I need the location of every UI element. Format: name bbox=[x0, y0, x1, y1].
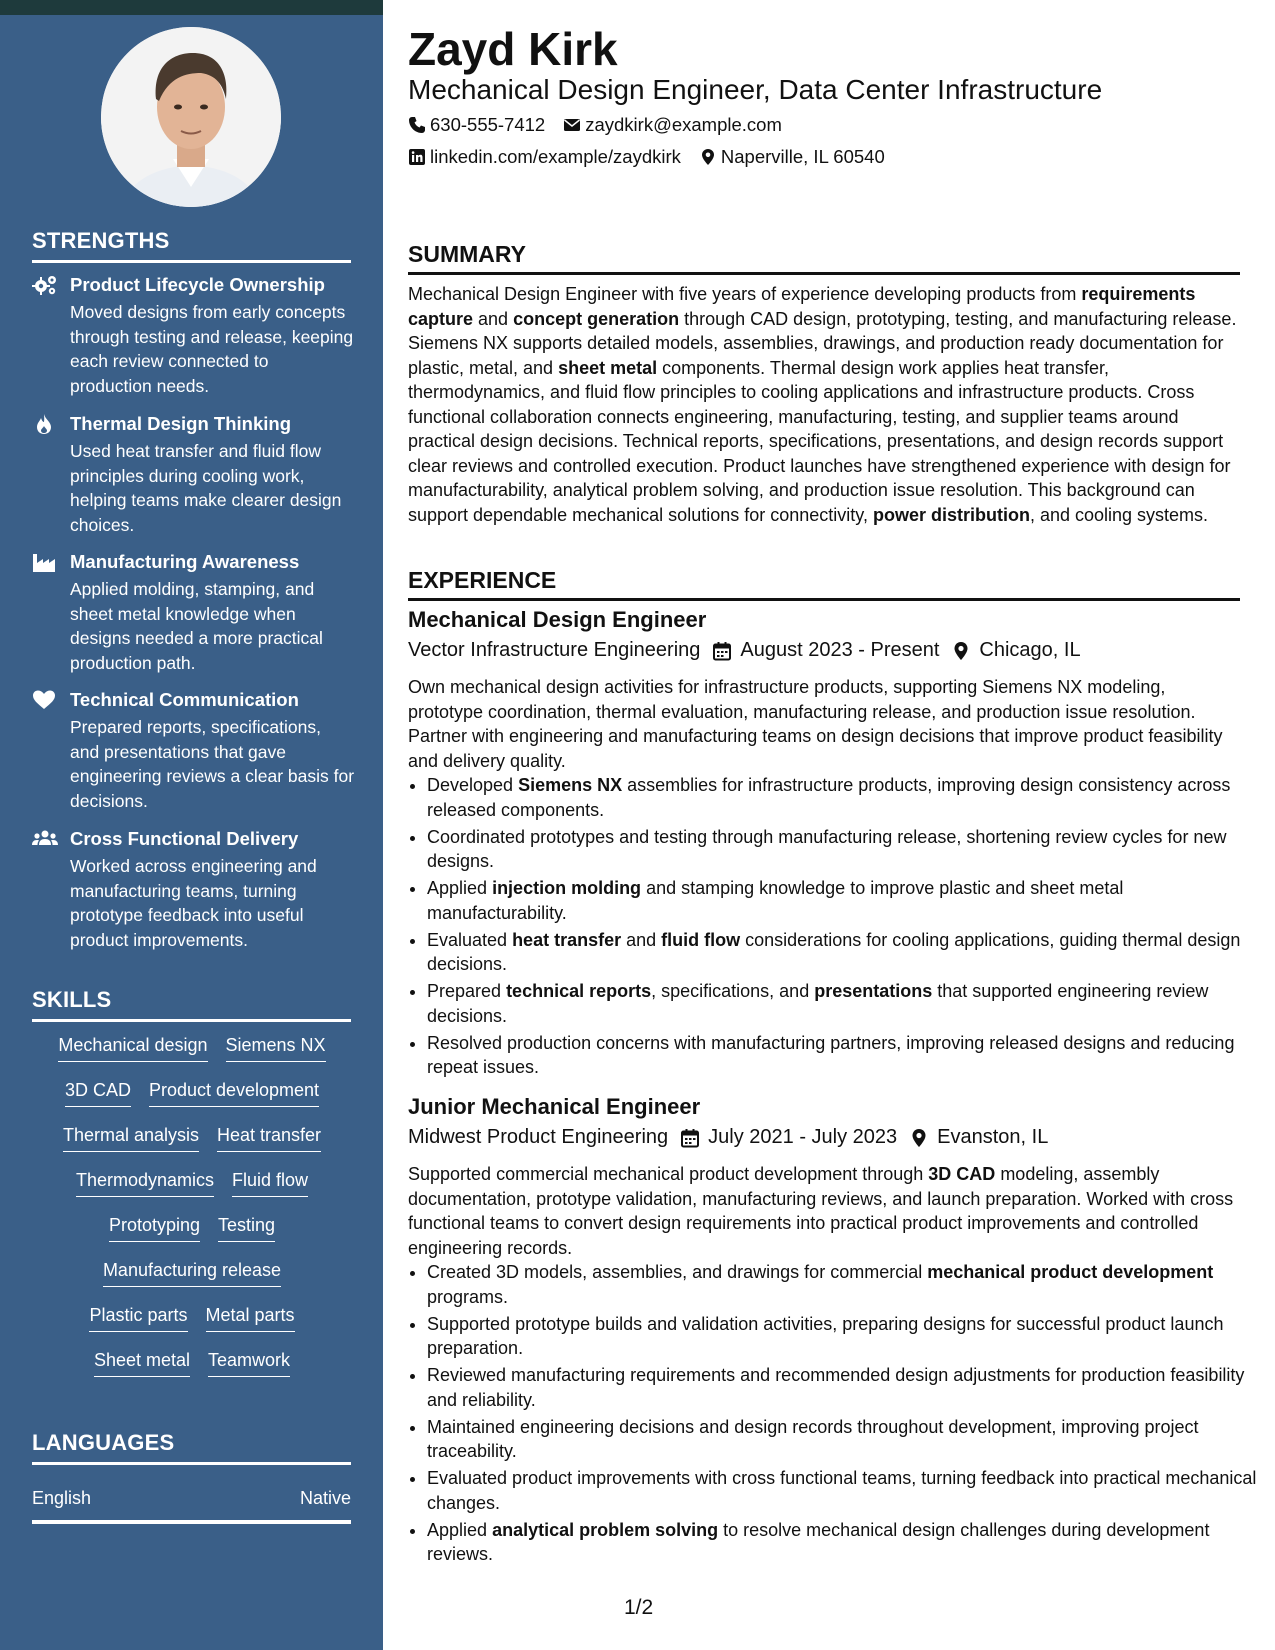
text-run: Evaluated bbox=[427, 929, 513, 950]
contact-phone bbox=[408, 114, 545, 136]
text-run: Developed bbox=[427, 775, 519, 795]
text-run: Created 3D models, assemblies, and drawings for commercial bbox=[427, 1262, 928, 1282]
text-run: and bbox=[621, 929, 662, 950]
industry-icon bbox=[32, 551, 58, 573]
flame-icon bbox=[32, 413, 58, 435]
skill-tag: 3D CAD bbox=[65, 1080, 131, 1107]
emphasis-text: concept generation bbox=[513, 308, 680, 329]
skills-row bbox=[32, 1215, 352, 1260]
job-meta bbox=[408, 639, 1081, 662]
text-run: to resolve mechanical design challenges during development reviews. bbox=[427, 1519, 1210, 1564]
bullet-item bbox=[427, 773, 1257, 822]
skill-tag: Mechanical design bbox=[58, 1035, 207, 1062]
strength-title: Thermal Design Thinking bbox=[70, 413, 291, 434]
job-company: Midwest Product Engineering bbox=[408, 1126, 669, 1148]
text-run: , and cooling systems. bbox=[1029, 504, 1209, 525]
bullet-item bbox=[427, 1031, 1257, 1080]
job-dates-text: July 2021 - July 2023 bbox=[708, 1126, 898, 1148]
contact-row bbox=[408, 114, 782, 136]
job-role: Mechanical Design Engineer bbox=[408, 607, 707, 632]
map-pin-icon bbox=[909, 1128, 929, 1148]
skills-row bbox=[32, 1080, 352, 1125]
heart-icon bbox=[32, 689, 58, 711]
linkedin-icon bbox=[408, 148, 426, 166]
emphasis-text: sheet metal bbox=[558, 357, 658, 378]
emphasis-text: requirements capture bbox=[408, 284, 1196, 329]
job-location bbox=[909, 1126, 1048, 1149]
summary-text bbox=[408, 282, 1240, 527]
emphasis-text: 3D CAD bbox=[928, 1164, 996, 1184]
skills-row bbox=[32, 1125, 352, 1170]
calendar-icon bbox=[680, 1128, 700, 1148]
job-meta bbox=[408, 1126, 1048, 1149]
text-run: Evaluated product improvements with cross functional teams, turning feedback into practical mechanical changes. bbox=[427, 1468, 1257, 1513]
language-level: Native bbox=[299, 1488, 351, 1508]
skills-row bbox=[32, 1350, 352, 1395]
text-run: through CAD design, prototyping, testing, and manufacturing release. Siemens NX supports detailed models, assemblies, drawings, and production ready documentation for plastic, metal, and bbox=[408, 308, 1237, 378]
calendar-icon bbox=[712, 641, 732, 661]
skills-row bbox=[32, 1170, 352, 1215]
skills-list bbox=[32, 1035, 352, 1395]
portrait-icon bbox=[101, 27, 281, 207]
skills-heading: SKILLS bbox=[32, 987, 351, 1022]
strength-desc: Used heat transfer and fluid flow principles during cooling work, helping teams make clearer design choices. bbox=[70, 441, 342, 535]
profile-photo bbox=[101, 27, 281, 207]
emphasis-text: analytical problem solving bbox=[492, 1519, 719, 1540]
job-location-text: Evanston, IL bbox=[937, 1126, 1049, 1148]
contact-email[interactable] bbox=[563, 114, 782, 136]
skill-tag: Thermal analysis bbox=[63, 1125, 199, 1152]
skills-row bbox=[32, 1305, 352, 1350]
text-run: Own mechanical design activities for infrastructure products, supporting Siemens NX modeling, prototype coordination, thermal evaluation, manufacturing release, and production issue resolution. Partner with engineering and manufacturing teams on design decisions that improve product feasibility and delivery quality. bbox=[408, 677, 1223, 771]
text-run: and stamping knowledge to improve plastic and sheet metal manufacturability. bbox=[427, 878, 1124, 923]
language-name: English bbox=[32, 1488, 92, 1508]
text-run: Reviewed manufacturing requirements and recommended design adjustments for production feasibility and reliability. bbox=[427, 1365, 1245, 1410]
strengths-heading: STRENGTHS bbox=[32, 228, 351, 263]
contact-linkedin[interactable] bbox=[408, 146, 681, 168]
strength-title: Manufacturing Awareness bbox=[70, 551, 300, 572]
text-run: Prepared bbox=[427, 981, 507, 1001]
text-run: considerations for cooling applications, guiding thermal design decisions. bbox=[427, 929, 1241, 974]
emphasis-text: technical reports bbox=[506, 981, 652, 1001]
text-run: programs. bbox=[427, 1286, 509, 1307]
language-row bbox=[32, 1488, 351, 1509]
text-run: Resolved production concerns with manufacturing partners, improving released designs and reducing repeat issues. bbox=[427, 1032, 1235, 1077]
skill-tag: Plastic parts bbox=[89, 1305, 187, 1332]
skill-tag: Sheet metal bbox=[94, 1350, 190, 1377]
text-run: modeling, assembly documentation, prototype validation, manufacturing reviews, and launch preparation. Worked with cross functional teams to convert design requirements into practical product improvements and controlled engineering records. bbox=[408, 1164, 1234, 1258]
job-bullets bbox=[408, 1260, 1257, 1569]
emphasis-text: Siemens NX bbox=[518, 775, 623, 795]
map-pin-icon bbox=[951, 641, 971, 661]
users-icon bbox=[32, 828, 58, 850]
text-run: Supported commercial mechanical product development through bbox=[408, 1164, 929, 1184]
email-text: zaydkirk@example.com bbox=[585, 114, 782, 135]
languages-heading: LANGUAGES bbox=[32, 1430, 351, 1465]
emphasis-text: mechanical product development bbox=[927, 1262, 1214, 1282]
skill-tag: Siemens NX bbox=[226, 1035, 326, 1062]
job-description bbox=[408, 675, 1240, 773]
strength-title: Technical Communication bbox=[70, 689, 299, 710]
bullet-item bbox=[427, 1260, 1257, 1309]
text-run: components. Thermal design work applies heat transfer, thermodynamics, and fluid flow principles to cooling applications and infrastructure products. Cross functional collaboration connects engineering, manufacturing, testing, and supplier teams around practical design decisions. Technical reports, specifications, presentations, and design records support clear reviews and controlled execution. Product launches have strengthened experience with design for manufacturability, analytical problem solving, and production issue resolution. This background can support dependable mechanical solutions for connectivity, bbox=[408, 357, 1231, 525]
text-run: Coordinated prototypes and testing through manufacturing release, shortening review cycles for new designs. bbox=[427, 826, 1227, 871]
bullet-item bbox=[427, 825, 1257, 874]
bullet-item bbox=[427, 1363, 1257, 1412]
envelope-icon bbox=[563, 116, 581, 134]
job-dates bbox=[680, 1126, 897, 1149]
text-run: , specifications, and bbox=[651, 981, 815, 1001]
bullet-item bbox=[427, 928, 1257, 977]
language-level-bar bbox=[32, 1520, 351, 1524]
skill-tag: Testing bbox=[218, 1215, 275, 1242]
text-run: Applied bbox=[427, 878, 493, 898]
location-text: Naperville, IL 60540 bbox=[720, 146, 885, 167]
linkedin-text: linkedin.com/example/zaydkirk bbox=[430, 146, 681, 167]
sidebar-top-bar bbox=[0, 0, 383, 15]
skill-tag: Manufacturing release bbox=[103, 1260, 281, 1287]
bullet-item bbox=[427, 876, 1257, 925]
bullet-item bbox=[427, 1466, 1257, 1515]
bullet-item bbox=[427, 1518, 1257, 1567]
job-description bbox=[408, 1162, 1240, 1260]
phone-text: 630-555-7412 bbox=[430, 114, 546, 135]
job-location-text: Chicago, IL bbox=[979, 639, 1081, 661]
skill-tag: Fluid flow bbox=[232, 1170, 308, 1197]
job-company: Vector Infrastructure Engineering bbox=[408, 639, 701, 661]
emphasis-text: power distribution bbox=[872, 504, 1030, 525]
candidate-title: Mechanical Design Engineer, Data Center Infrastructure bbox=[408, 74, 1103, 105]
job-bullets bbox=[408, 773, 1257, 1082]
summary-heading: SUMMARY bbox=[408, 241, 1240, 275]
experience-heading: EXPERIENCE bbox=[408, 567, 1240, 601]
job-dates bbox=[712, 639, 939, 662]
bullet-item bbox=[427, 979, 1257, 1028]
emphasis-text: fluid flow bbox=[661, 929, 741, 950]
bullet-item bbox=[427, 1312, 1257, 1361]
skill-tag: Prototyping bbox=[109, 1215, 200, 1242]
skill-tag: Metal parts bbox=[206, 1305, 295, 1332]
strength-desc: Worked across engineering and manufacturing teams, turning prototype feedback into useful product improvements. bbox=[70, 856, 317, 950]
emphasis-text: heat transfer bbox=[512, 929, 622, 950]
text-run: assemblies for infrastructure products, improving design consistency across released components. bbox=[427, 775, 1231, 820]
gears-icon bbox=[32, 274, 58, 296]
text-run: Mechanical Design Engineer with five years of experience developing products from bbox=[408, 284, 1082, 304]
strength-desc: Moved designs from early concepts through testing and release, keeping each review connected to production needs. bbox=[70, 302, 354, 396]
skill-tag: Teamwork bbox=[208, 1350, 290, 1377]
skill-tag: Product development bbox=[149, 1080, 319, 1107]
contact-row bbox=[408, 146, 885, 168]
skill-tag: Heat transfer bbox=[217, 1125, 321, 1152]
job-role: Junior Mechanical Engineer bbox=[408, 1094, 701, 1119]
strength-desc: Prepared reports, specifications, and presentations that gave engineering reviews a clear basis for decisions. bbox=[70, 717, 355, 811]
skills-row bbox=[32, 1260, 352, 1305]
text-run: Maintained engineering decisions and design records throughout development, improving project traceability. bbox=[427, 1416, 1199, 1461]
text-run: Applied bbox=[427, 1519, 493, 1540]
skills-row bbox=[32, 1035, 352, 1080]
emphasis-text: presentations bbox=[814, 981, 933, 1001]
emphasis-text: injection molding bbox=[492, 878, 642, 898]
text-run: Supported prototype builds and validation activities, preparing designs for successful product launch preparation. bbox=[427, 1313, 1224, 1358]
contact-location bbox=[699, 146, 885, 168]
text-run: that supported engineering review decisions. bbox=[427, 981, 1209, 1026]
text-run: and bbox=[473, 308, 514, 329]
candidate-name: Zayd Kirk bbox=[408, 23, 618, 75]
skill-tag: Thermodynamics bbox=[76, 1170, 214, 1197]
bullet-item bbox=[427, 1415, 1257, 1464]
phone-icon bbox=[408, 116, 426, 134]
page-number: 1/2 bbox=[624, 1596, 654, 1619]
strength-title: Cross Functional Delivery bbox=[70, 828, 299, 849]
map-pin-icon bbox=[699, 148, 717, 166]
strength-desc: Applied molding, stamping, and sheet metal knowledge when designs needed a more practical production path. bbox=[70, 579, 323, 673]
job-dates-text: August 2023 - Present bbox=[740, 639, 940, 661]
job-location bbox=[951, 639, 1080, 662]
sidebar bbox=[0, 0, 383, 1650]
strength-title: Product Lifecycle Ownership bbox=[70, 274, 325, 295]
